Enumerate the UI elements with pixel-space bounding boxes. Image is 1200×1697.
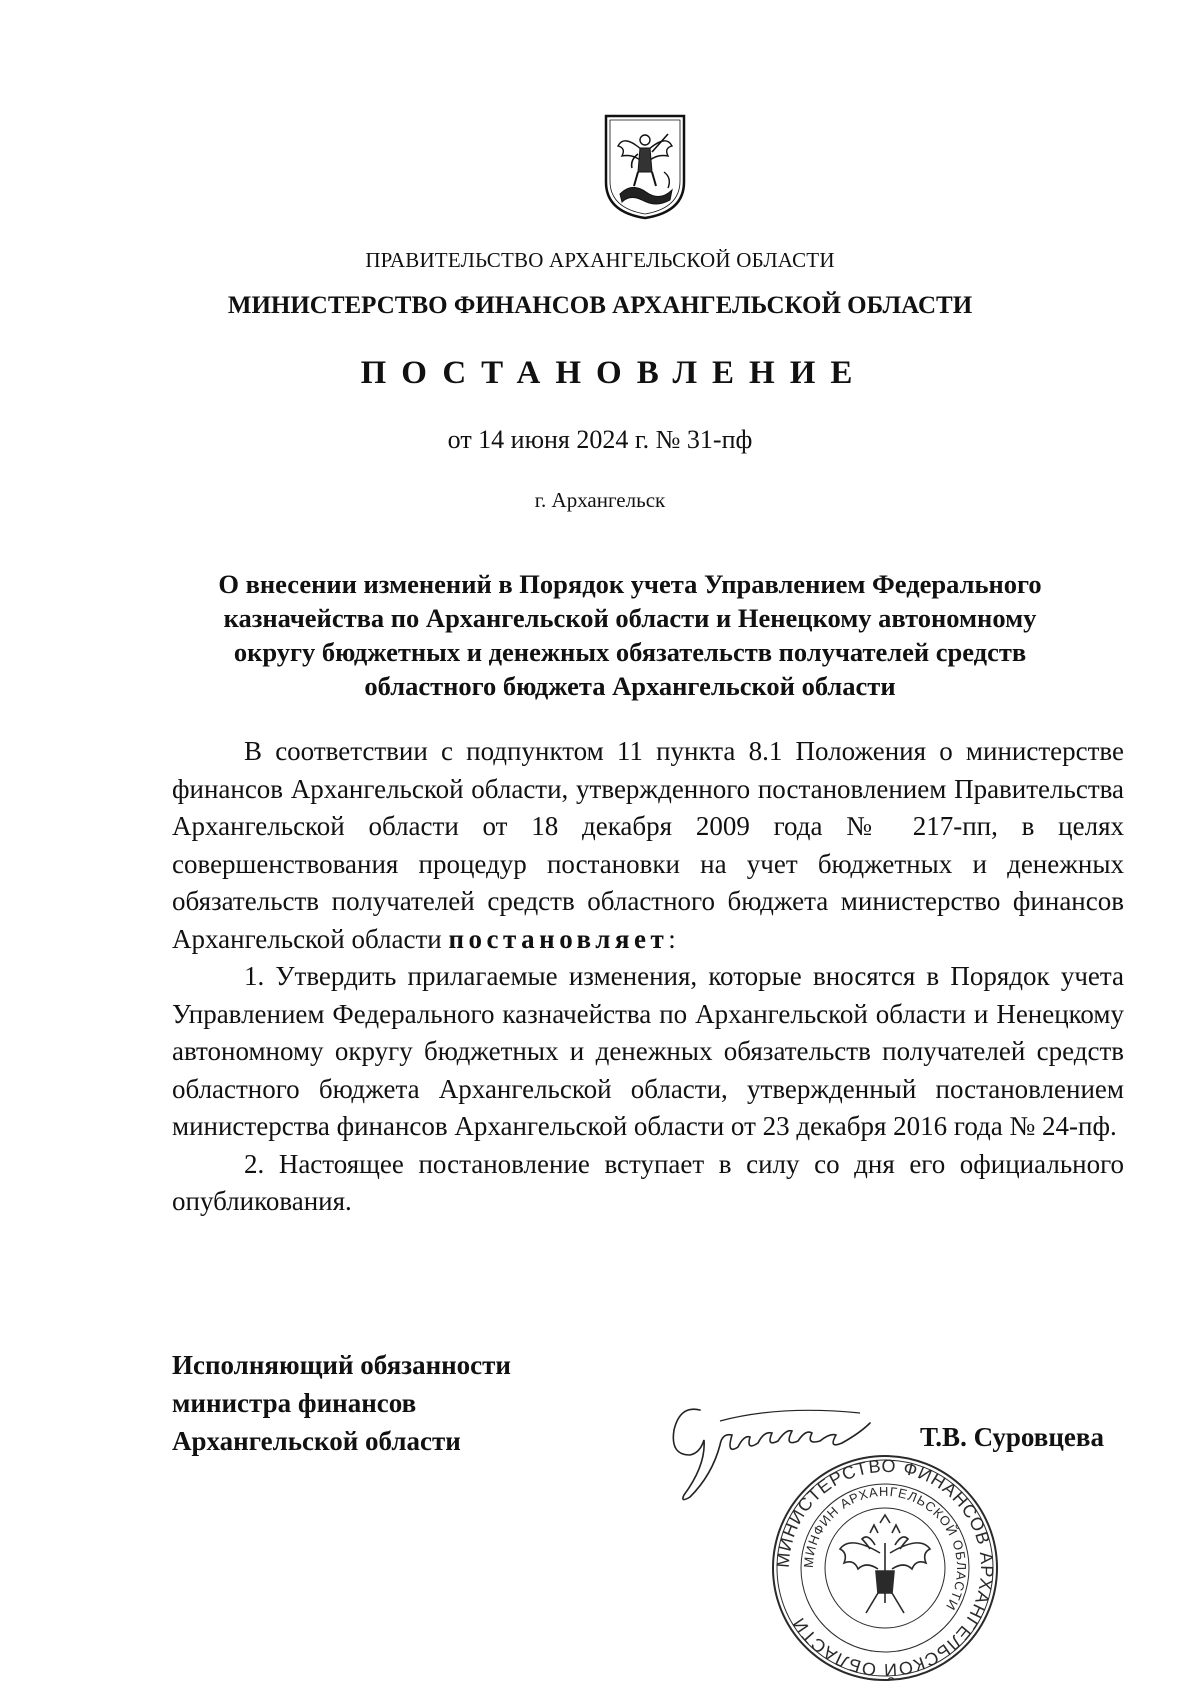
preamble-paragraph: [172, 733, 1124, 958]
resolves-colon: :: [668, 923, 676, 954]
ministry-name: МИНИСТЕРСТВО ФИНАНСОВ АРХАНГЕЛЬСКОЙ ОБЛАСТИ: [227, 292, 973, 319]
signer-position: [172, 1346, 511, 1460]
seal-outer-text: МИНИСТЕРСТВО ФИНАНСОВ АРХАНГЕЛЬСКОЙ ОБЛАСТИ: [772, 1455, 998, 1681]
coat-of-arms-icon: [602, 112, 688, 222]
government-name: ПРАВИТЕЛЬСТВО АРХАНГЕЛЬСКОЙ ОБЛАСТИ: [365, 248, 835, 272]
signer-position-line-2: министра финансов: [172, 1388, 417, 1418]
signer-position-line-1: Исполняющий обязанности: [172, 1350, 511, 1380]
signer-position-line-3: Архангельской области: [172, 1426, 461, 1456]
resolves-word: постановляет: [448, 923, 669, 954]
signer-name: Т.В. Суровцева: [920, 1422, 1104, 1452]
item-1-paragraph: 1. Утвердить прилагаемые изменения, которые вносятся в Порядок учета Управлением Федерального казначейства по Архангельской области и Ненецкому автономному округу бюджетных и денежных обязательств получателей средств областного бюджета Архангельской области, утвержденный постановлением министерства финансов Архангельской области от 23 декабря 2016 года № 24-пф.: [172, 961, 1124, 1141]
document-body: [172, 733, 1124, 1221]
preamble-text: В соответствии с подпунктом 11 пункта 8.1 Положения о министерстве финансов Архангельской области, утвержденного постановлением Правительства Архангельской области от 18 декабря 2009 года № 217-пп, в целях совершенствования процедур постановки на учет бюджетных и денежных обязательств получателей средств областного бюджета министерство финансов Архангельской области: [172, 736, 1124, 954]
document-city: г. Архангельск: [534, 488, 666, 512]
document-type: ПОСТАНОВЛЕНИЕ: [360, 355, 868, 391]
item-2-paragraph: 2. Настоящее постановление вступает в силу со дня его официального опубликования.: [172, 1148, 1124, 1216]
seal-inner-text: МИНФИН АРХАНГЕЛЬСКОЙ ОБЛАСТИ: [800, 1483, 970, 1614]
document-date-number: от 14 июня 2024 г. № 31-пф: [447, 425, 753, 454]
document-title: О внесении изменений в Порядок учета Управлением Федерального казначейства по Архангельской области и Ненецкому автономному округу бюджетных и денежных обязательств получателей средств областного бюджета Архангельской области: [218, 569, 1042, 701]
handwritten-signature: [660, 1385, 910, 1510]
